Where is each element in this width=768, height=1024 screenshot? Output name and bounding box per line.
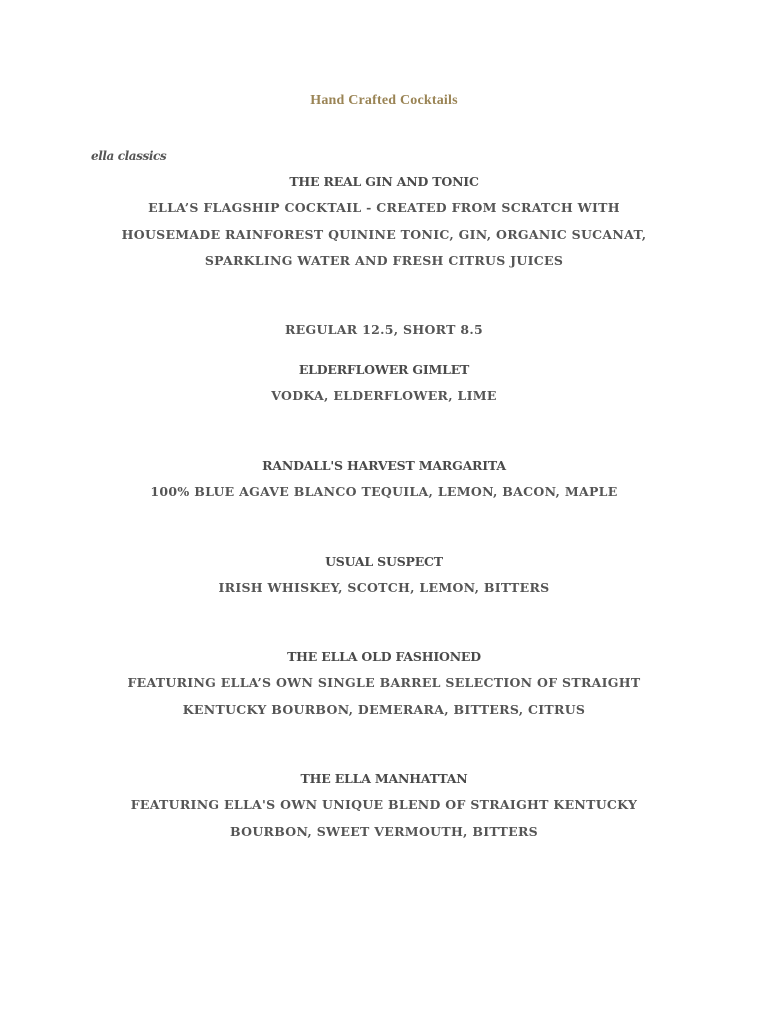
cocktail-description-line: KENTUCKY BOURBON, DEMERARA, BITTERS, CITRUS [182,702,586,717]
section-label: ella classics [91,149,167,163]
cocktail-title-elderflower-gimlet: ELDERFLOWER GIMLET [298,362,470,377]
cocktail-description-line: FEATURING ELLA'S OWN UNIQUE BLEND OF STRAIGHT KENTUCKY [130,797,638,812]
menu-header: Hand Crafted Cocktails [310,93,458,108]
cocktail-title-manhattan: THE ELLA MANHATTAN [300,771,468,786]
cocktail-description-line: SPARKLING WATER AND FRESH CITRUS JUICES [204,253,564,268]
cocktail-description-line: VODKA, ELDERFLOWER, LIME [271,388,497,403]
cocktail-title-harvest-margarita: RANDALL'S HARVEST MARGARITA [262,458,506,473]
cocktail-title-usual-suspect: USUAL SUSPECT [325,554,443,569]
cocktail-description-line: HOUSEMADE RAINFOREST QUININE TONIC, GIN, ORGANIC SUCANAT, [121,227,647,242]
cocktail-description-line: BOURBON, SWEET VERMOUTH, BITTERS [230,824,538,839]
cocktail-title-old-fashioned: THE ELLA OLD FASHIONED [287,649,481,664]
cocktail-description-line: 100% BLUE AGAVE BLANCO TEQUILA, LEMON, BACON, MAPLE [150,484,618,499]
cocktail-description-line: FEATURING ELLA’S OWN SINGLE BARREL SELECTION OF STRAIGHT [127,675,641,690]
cocktail-description-line: ELLA’S FLAGSHIP COCKTAIL - CREATED FROM SCRATCH WITH [148,200,620,215]
cocktail-description-line: IRISH WHISKEY, SCOTCH, LEMON, BITTERS [218,580,550,595]
cocktail-title-gin-and-tonic: THE REAL GIN AND TONIC [289,174,479,189]
cocktail-price-line: REGULAR 12.5, SHORT 8.5 [284,322,484,337]
